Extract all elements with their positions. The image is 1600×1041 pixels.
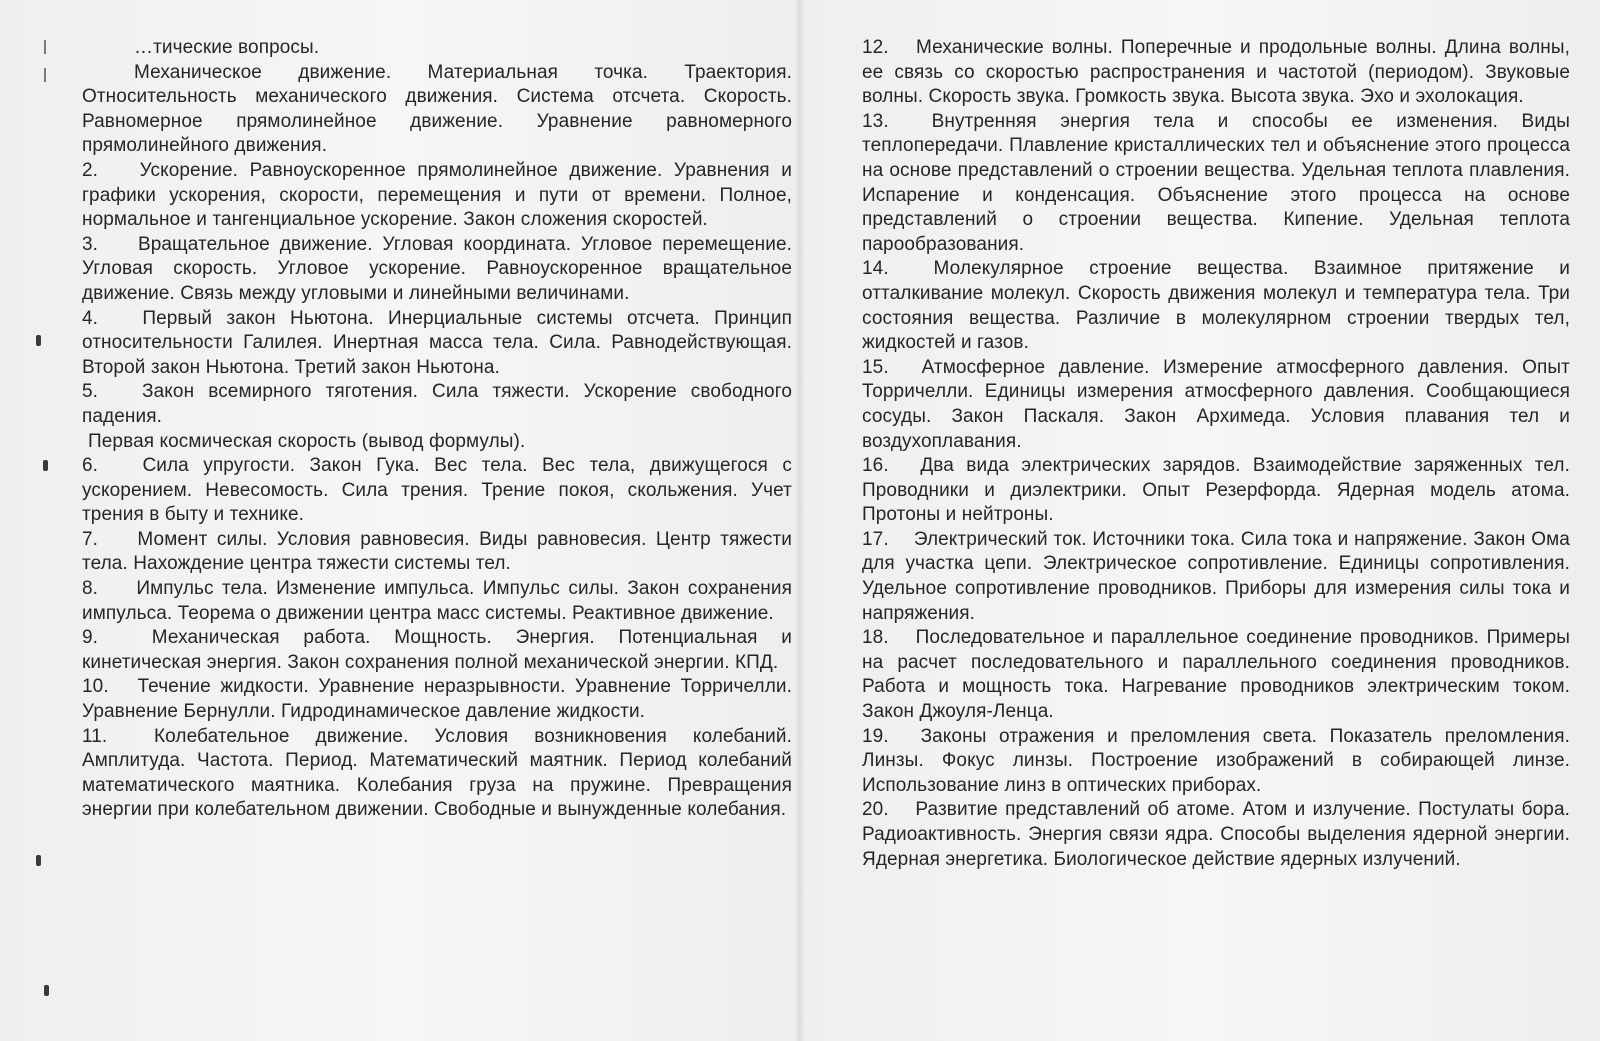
question-text: Закон всемирного тяготения. Сила тяжести. Ускорение свободного падения. [82, 381, 792, 427]
question-text: Молекулярное строение вещества. Взаимное притяжение и отталкивание молекул. Скорость движения молекул и температура тела. Три состояния вещества. Различие в молекулярном строении твердых тел, жидкостей и газов. [862, 258, 1570, 354]
question-2 [82, 159, 792, 233]
question-number: 2. [82, 159, 99, 181]
question-1 [82, 61, 792, 159]
question-number: 16. [862, 455, 889, 477]
question-number: 3. [82, 233, 99, 255]
margin-mark [44, 40, 46, 54]
right-column [862, 36, 1570, 872]
question-text: Последовательное и параллельное соединение проводников. Примеры на расчет последовательного и параллельного соединения проводников. Работа и мощность тока. Нагревание проводников электрическим током. Закон Джоуля-Ленца. [862, 627, 1570, 723]
question-text: Первый закон Ньютона. Инерциальные системы отсчета. Принцип относительности Галилея. Инертная масса тела. Сила. Равнодействующая. Второй закон Ньютона. Третий закон Ньютона. [82, 307, 792, 378]
question-number: 6. [82, 455, 99, 477]
question-text: Механические волны. Поперечные и продольные волны. Длина волны, ее связь со скоростью распространения и частотой (периодом). Звуковые волны. Скорость звука. Громкость звука. Высота звука. Эхо и эхолокация. [862, 37, 1570, 108]
margin-dot [44, 985, 49, 996]
question-text: Течение жидкости. Уравнение неразрывности. Уравнение Торричелли. Уравнение Бернулли. Гидродинамическое давление жидкости. [82, 676, 792, 723]
question-3 [82, 233, 792, 307]
question-text: Импульс тела. Изменение импульса. Импульс силы. Закон сохранения импульса. Теорема о движении центра масс системы. Реактивное движение. [82, 578, 792, 624]
question-13 [862, 110, 1570, 258]
question-number: 8. [82, 578, 99, 600]
question-text: Ускорение. Равноускоренное прямолинейное движение. Уравнения и графики ускорения, скорости, перемещения и пути от времени. Полное, нормальное и тангенциальное ускорение. Закон сложения скоростей. [82, 159, 792, 231]
question-text: Сила упругости. Закон Гука. Вес тела. Вес тела, движущегося с ускорением. Невесомость. Сила трения. Трение покоя, скольжения. Учет трения в быту и технике. [82, 455, 792, 526]
question-number: 20. [862, 799, 889, 821]
question-number: 4. [82, 307, 99, 329]
question-5-continuation: Первая космическая скорость (вывод формулы). [88, 430, 526, 452]
question-text: Законы отражения и преломления света. Показатель преломления. Линзы. Фокус линзы. Построение изображений в собирающей линзе. Использование линз в оптических приборах. [862, 725, 1570, 796]
question-text: Момент силы. Условия равновесия. Виды равновесия. Центр тяжести тела. Нахождение центра тяжести системы тел. [82, 528, 792, 575]
question-4 [82, 307, 792, 381]
question-text: Колебательное движение. Условия возникновения колебаний. Амплитуда. Частота. Период. Математический маятник. Период колебаний математического маятника. Колебания груза на пружине. Превращения энергии при колебательном движении. Свободные и вынужденные колебания. [82, 725, 792, 821]
question-text: Вращательное движение. Угловая координата. Угловое перемещение. Угловая скорость. Угловое ускорение. Равноускоренное вращательное движение. Связь между угловыми и линейными величинами. [82, 233, 792, 304]
margin-dot [36, 855, 41, 866]
question-text: Два вида электрических зарядов. Взаимодействие заряженных тел. Проводники и диэлектрики. Опыт Резерфорда. Ядерная модель атома. Протоны и нейтроны. [862, 455, 1570, 526]
question-16 [862, 454, 1570, 528]
question-number: 13. [862, 110, 889, 132]
question-text: Электрический ток. Источники тока. Сила тока и напряжение. Закон Ома для участка цепи. Электрическое сопротивление. Единицы сопротивления. Удельное сопротивление проводников. Приборы для измерения силы тока и напряжения. [862, 528, 1570, 624]
question-text: Развитие представлений об атоме. Атом и излучение. Постулаты бора. Радиоактивность. Энергия связи ядра. Способы выделения ядерной энергии. Ядерная энергетика. Биологическое действие ядерных излучений. [862, 799, 1571, 870]
question-17 [862, 528, 1570, 626]
question-text: Механическая работа. Мощность. Энергия. Потенциальная и кинетическая энергия. Закон сохранения полной механической энергии. КПД. [82, 627, 792, 673]
question-number: 17. [862, 528, 889, 550]
question-7 [82, 528, 792, 577]
question-number: 11. [82, 725, 108, 747]
page-fold [795, 0, 805, 1041]
question-text: Атмосферное давление. Измерение атмосферного давления. Опыт Торричелли. Единицы измерения атмосферного давления. Сообщающиеся сосуды. Закон Паскаля. Закон Архимеда. Условия плавания тел и воздухоплавания. [862, 356, 1570, 452]
question-number: 10. [82, 676, 109, 698]
question-11 [82, 725, 792, 823]
question-text: Внутренняя энергия тела и способы ее изменения. Виды теплопередачи. Плавление кристаллических тел и объяснение этого процесса на основе представлений о строении вещества. Удельная теплота плавления. Испарение и конденсация. Объяснение этого процесса на основе представлений о строении вещества. Кипение. Удельная теплота парообразования. [862, 110, 1570, 255]
question-number: 14. [862, 258, 889, 280]
question-10 [82, 675, 792, 724]
question-number: 12. [862, 37, 889, 58]
question-18 [862, 626, 1570, 724]
section-heading: …тические вопросы. [134, 37, 320, 58]
question-6 [82, 454, 792, 528]
margin-dot [43, 460, 48, 471]
question-number: 7. [82, 528, 99, 550]
question-number: 18. [862, 627, 889, 649]
margin-dot [36, 335, 41, 346]
question-15 [862, 356, 1570, 454]
question-19 [862, 725, 1570, 799]
question-5 [82, 380, 792, 429]
question-number: 19. [862, 725, 889, 747]
question-number: 15. [862, 356, 889, 378]
question-9 [82, 626, 792, 675]
question-8 [82, 577, 792, 626]
question-20 [862, 798, 1570, 872]
left-column [82, 36, 792, 823]
question-text: Механическое движение. Материальная точка. Траектория. Относительность механического движения. Система отсчета. Скорость. Равномерное прямолинейное движение. Уравнение равномерного прямолинейного движения. [82, 61, 792, 157]
question-number: 5. [82, 381, 99, 403]
question-12 [862, 36, 1570, 110]
margin-mark [44, 68, 46, 82]
question-number: 9. [82, 627, 99, 649]
question-14 [862, 257, 1570, 355]
